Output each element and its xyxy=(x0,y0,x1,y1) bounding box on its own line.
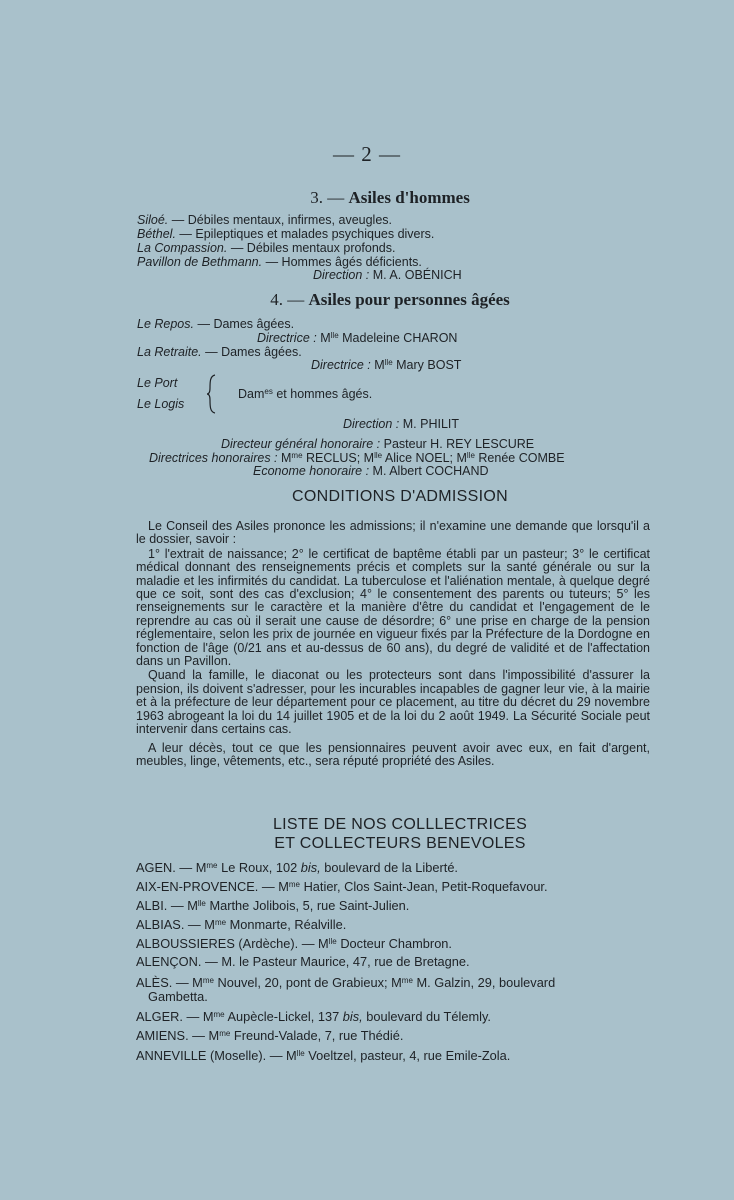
conditions-heading: CONDITIONS D'ADMISSION xyxy=(292,488,508,505)
section-3-direction xyxy=(313,268,462,282)
list-item xyxy=(136,878,656,894)
text-fragment: me xyxy=(219,1029,231,1038)
conditions-paragraph: 1° l'extrait de naissance; 2° le certificat de baptême établi par un pasteur; 3° le certificat médical donnant des renseignements précis et complets sur la santé générale ou sur la maladie et les infirmités du candidat. La tuberculose et l'aliénation mentale, à quelque degré que ce soit, sont des cas d'exclusion; 4° le consentement des parents ou tuteurs; 5° les renseignements sur le caractère et la manière d'être du candidat et l'engagement de le reprendre au cas où il serait une cause de désordre; 6° une prise en charge de la pension réglementaire, selon les prix de journée en vigueur fixés par la Préfecture de la Dordogne en fonction de l'âge (0/21 ans et au-dessus de 60 ans), du degré de validité et de l'affectation dans un Pavillon. xyxy=(136,546,650,669)
directrices-honoraires xyxy=(149,451,565,465)
text-fragment: Direction : xyxy=(343,417,400,431)
text-fragment: Béthel. xyxy=(137,227,176,241)
text-fragment: bis, xyxy=(300,860,321,875)
text-fragment: Dam xyxy=(238,387,265,401)
text-fragment: lle xyxy=(374,451,383,460)
text-fragment: me xyxy=(214,918,227,927)
text-fragment: ALGER. — M xyxy=(136,1009,214,1024)
text-fragment: AGEN. — M xyxy=(136,860,207,875)
text-fragment: AMIENS. — M xyxy=(136,1028,220,1043)
list-item xyxy=(136,1047,656,1063)
text-fragment: Voeltzel, pasteur, 4, rue Emile-Zola. xyxy=(308,1048,511,1063)
text-fragment: lle xyxy=(384,358,393,367)
text-fragment: ALBI. — M xyxy=(136,898,198,913)
text-fragment: — Dames âgées. xyxy=(197,317,295,331)
port-name: Le Port xyxy=(137,376,178,390)
text-fragment: La Retraite. xyxy=(137,345,202,359)
brace-icon xyxy=(206,374,218,414)
text-fragment: Renée COMBE xyxy=(478,451,565,465)
section-3-title xyxy=(23,188,734,208)
text-fragment: et hommes âgés. xyxy=(276,387,373,401)
liste-heading-line-2: ET COLLECTEURS BENEVOLES xyxy=(274,835,526,852)
text-fragment: boulevard du Télemly. xyxy=(362,1009,491,1024)
section-3-item xyxy=(137,241,395,255)
list-item xyxy=(136,955,656,969)
directeur-general-honoraire xyxy=(221,437,534,451)
text-fragment: M xyxy=(374,358,385,372)
repos-line xyxy=(137,317,294,331)
text-fragment: ALÈS. — M xyxy=(136,975,203,990)
text-fragment: Pasteur H. REY LESCURE xyxy=(383,437,535,451)
list-item xyxy=(136,1027,656,1043)
retraite-line xyxy=(137,345,302,359)
text-fragment: — Débiles mentaux profonds. xyxy=(230,241,396,255)
text-fragment: M xyxy=(320,331,331,345)
text-fragment: ALBOUSSIERES (Ardèche). — M xyxy=(136,936,329,951)
list-item xyxy=(136,897,656,913)
text-fragment: lle xyxy=(466,451,475,460)
text-fragment: Direction : xyxy=(313,268,370,282)
section-3-heading: Asiles d'hommes xyxy=(348,188,470,207)
text-fragment: M. PHILIT xyxy=(402,417,460,431)
text-fragment: boulevard de la Liberté. xyxy=(320,860,458,875)
list-item xyxy=(136,916,656,932)
text-fragment: La Compassion. xyxy=(137,241,228,255)
section-3-item xyxy=(137,255,422,269)
list-item xyxy=(136,1008,656,1024)
text-fragment: Freund-Valade, 7, rue Thédié. xyxy=(233,1028,404,1043)
text-fragment: Aupècle-Lickel, 137 xyxy=(227,1009,343,1024)
text-fragment: M. Galzin, 29, boulevard xyxy=(416,975,556,990)
text-fragment: Pavillon de Bethmann. xyxy=(137,255,263,269)
conditions-text xyxy=(136,520,650,768)
text-fragment: M. Albert COCHAND xyxy=(372,464,489,478)
section-4-title xyxy=(23,290,734,310)
text-fragment: Gambetta. xyxy=(148,989,208,1004)
section-3-item xyxy=(137,213,392,227)
text-fragment: AIX-EN-PROVENCE. — M xyxy=(136,879,289,894)
text-fragment: Marthe Jolibois, 5, rue Saint-Julien. xyxy=(209,898,410,913)
text-fragment: ALBIAS. — M xyxy=(136,917,215,932)
text-fragment: M. A. OBÉNICH xyxy=(372,268,462,282)
text-fragment: lle xyxy=(328,937,337,946)
text-fragment: es xyxy=(264,387,273,396)
text-fragment: Docteur Chambron. xyxy=(340,936,452,951)
text-fragment: Econome honoraire : xyxy=(253,464,370,478)
list-item xyxy=(136,859,656,875)
text-fragment: me xyxy=(202,976,214,985)
text-fragment: Nouvel, 20, pont de Grabieux; M xyxy=(217,975,402,990)
text-fragment: lle xyxy=(296,1049,305,1058)
text-fragment: Hatier, Clos Saint-Jean, Petit-Roquefavour. xyxy=(303,879,548,894)
text-fragment: me xyxy=(288,880,300,889)
text-fragment: — Hommes âgés déficients. xyxy=(265,255,422,269)
text-fragment: bis, xyxy=(342,1009,363,1024)
logis-name: Le Logis xyxy=(137,397,185,411)
text-fragment: RECLUS; M xyxy=(306,451,375,465)
liste-heading-line-1: LISTE DE NOS COLLLECTRICES xyxy=(272,816,528,833)
port-logis-desc xyxy=(238,387,372,401)
list-item xyxy=(136,935,656,951)
text-fragment: M xyxy=(281,451,292,465)
section-4-number: 4. — xyxy=(270,290,305,309)
text-fragment: — Dames âgées. xyxy=(205,345,302,359)
text-fragment: — Epileptiques et malades psychiques divers. xyxy=(179,227,435,241)
text-fragment: lle xyxy=(330,331,339,340)
text-fragment: Directrice : xyxy=(311,358,371,372)
text-fragment: ANNEVILLE (Moselle). — M xyxy=(136,1048,297,1063)
econome-honoraire xyxy=(253,464,489,478)
conditions-paragraph: Le Conseil des Asiles prononce les admissions; il n'examine une demande que lorsqu'il a le dossier, savoir : xyxy=(136,519,650,547)
text-fragment: me xyxy=(401,976,413,985)
conditions-paragraph: Quand la famille, le diaconat ou les protecteurs sont dans l'impossibilité d'assurer la pension, ils doivent s'adresser, pour les incurables incapables de gagner leur vie, à la mairie et à la préfecture de leur département pour ce placement, au titre du décret du 29 novembre 1963 abrogeant la loi du 14 juillet 1905 et de la loi du 2 août 1949. La Sécurité Sociale peut intervenir dans certains cas. xyxy=(136,668,650,737)
conditions-paragraph: A leur décès, tout ce que les pensionnaires peuvent avoir avec eux, en fait d'argent, meubles, linge, vêtements, etc., sera réputé propriété des Asiles. xyxy=(136,740,650,768)
text-fragment: Mary BOST xyxy=(396,358,462,372)
text-fragment: me xyxy=(206,861,218,870)
section-4-heading: Asiles pour personnes âgées xyxy=(308,290,510,309)
section-4-direction xyxy=(343,417,459,431)
section-3-item xyxy=(137,227,434,241)
text-fragment: Madeleine CHARON xyxy=(342,331,458,345)
repos-director xyxy=(257,331,457,345)
text-fragment: Siloé. xyxy=(137,213,169,227)
section-3-number: 3. — xyxy=(310,188,345,207)
text-fragment: ALENÇON. — M. le Pasteur Maurice, 47, rue de Bretagne. xyxy=(136,954,470,969)
text-fragment: — Débiles mentaux, infirmes, aveugles. xyxy=(171,213,392,227)
retraite-director xyxy=(311,358,461,372)
text-fragment: Directrices honoraires : xyxy=(149,451,278,465)
page-number: — 2 — xyxy=(333,142,401,166)
text-fragment: Monmarte, Réalville. xyxy=(229,917,347,932)
text-fragment: Directeur général honoraire : xyxy=(221,437,381,451)
text-fragment: Directrice : xyxy=(257,331,317,345)
text-fragment: me xyxy=(213,1010,225,1019)
text-fragment: Le Repos. xyxy=(137,317,194,331)
list-item xyxy=(136,974,656,1004)
text-fragment: Alice NOEL; M xyxy=(384,451,467,465)
text-fragment: me xyxy=(291,451,303,460)
text-fragment: lle xyxy=(197,899,206,908)
text-fragment: Le Roux, 102 xyxy=(221,860,301,875)
